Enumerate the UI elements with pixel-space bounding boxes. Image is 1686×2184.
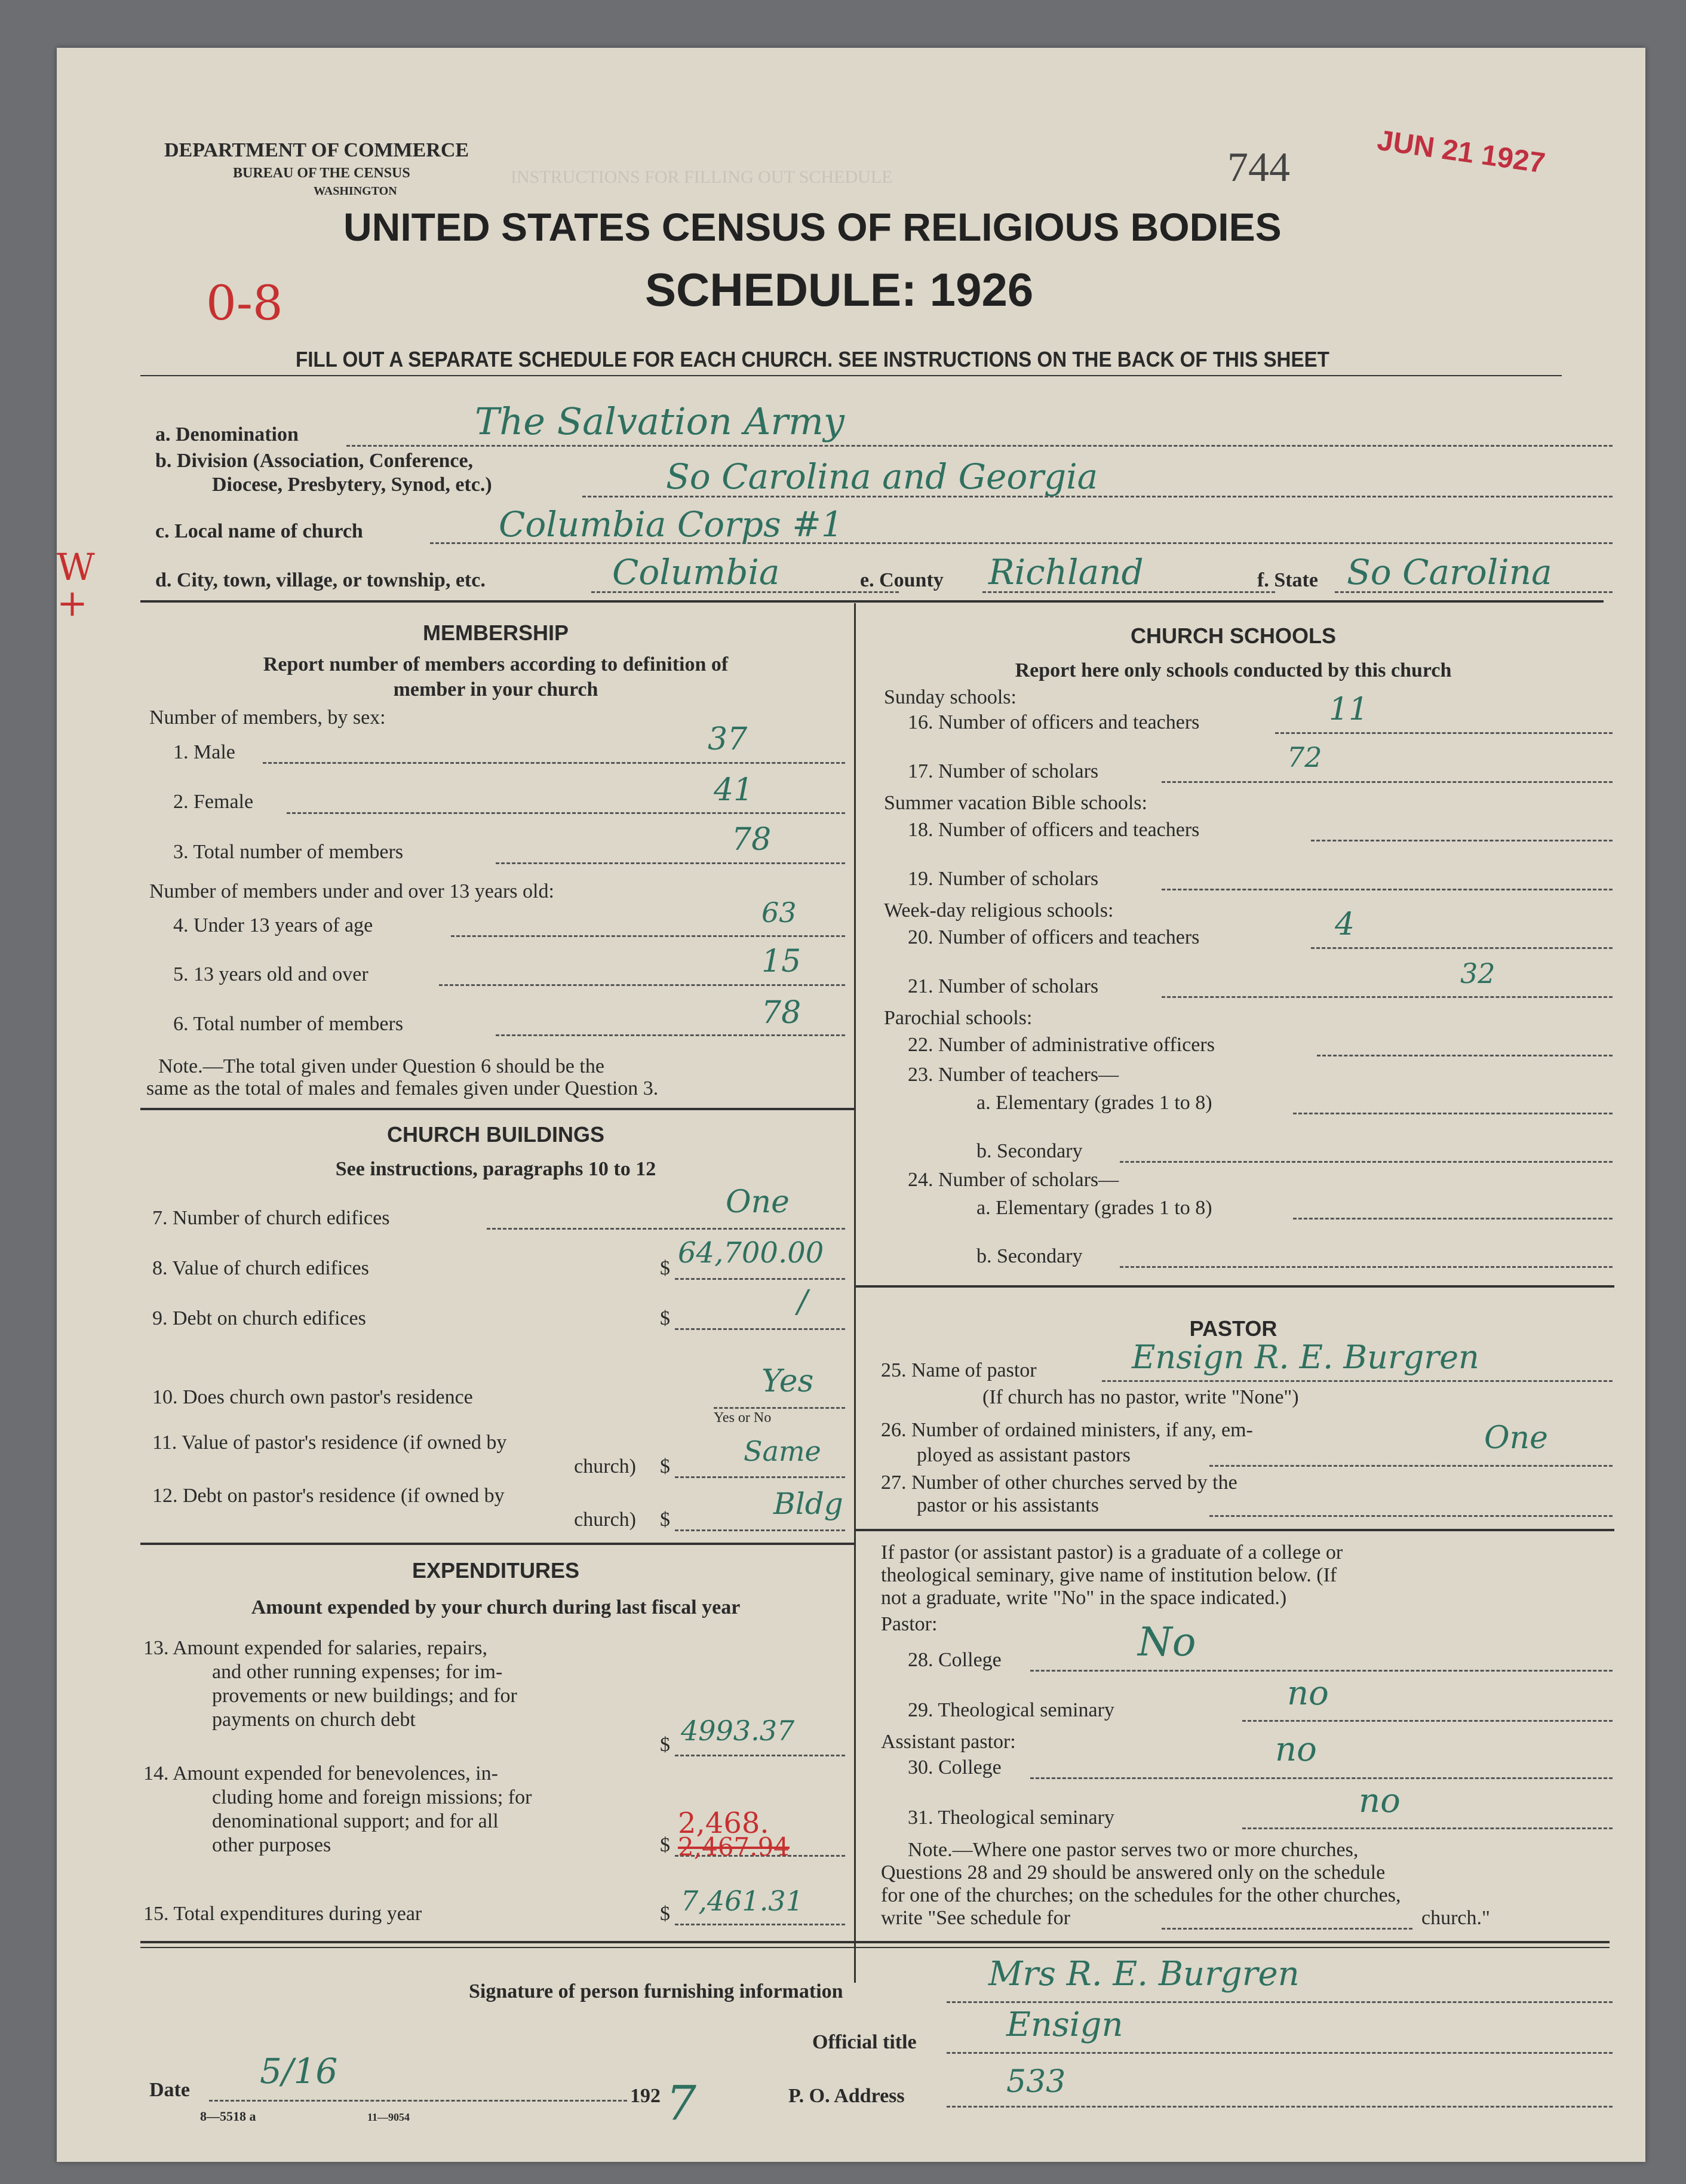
weekday-schools-label: Week-day religious schools: [884,899,1114,921]
q8-dollar: $ [660,1257,670,1279]
denomination-value[interactable]: The Salvation Army [475,400,844,443]
membership-sub-1: Report number of members according to definition of [263,653,729,675]
signature-value[interactable]: Mrs R. E. Burgren [988,1955,1300,1993]
q14-value[interactable]: 2,468. [678,1807,769,1840]
q12-line [675,1529,845,1531]
division-value[interactable]: So Carolina and Georgia [666,456,1098,497]
q9-label: 9. Debt on church edifices [152,1307,366,1329]
schedule-number: 744 [1227,145,1290,191]
q12-label: 12. Debt on pastor's residence (if owned by [152,1485,505,1507]
form-number: 8—5518 a [200,2109,256,2124]
po-address-value[interactable]: 533 [1006,2064,1066,2100]
column-divider [854,603,856,1983]
census-form [57,48,1645,2162]
q13-label-2: and other running expenses; for im- [212,1661,503,1683]
q7-line [487,1228,845,1230]
q16-label: 16. Number of officers and teachers [908,711,1200,733]
q13-label-4: payments on church debt [212,1709,416,1731]
received-stamp: JUN 21 1927 [1375,124,1547,180]
q15-value[interactable]: 7,461.31 [681,1885,803,1917]
official-title-line [947,2052,1613,2054]
q1-value[interactable]: 37 [708,721,748,757]
city-label: d. City, town, village, or township, etc. [155,569,486,591]
q10-label: 10. Does church own pastor's residence [152,1386,473,1408]
q24a-label: a. Elementary (grades 1 to 8) [976,1197,1212,1219]
q26-value[interactable]: One [1484,1420,1548,1456]
q17-line [1162,781,1613,783]
q28-line [1030,1670,1613,1672]
membership-divider [140,1108,854,1110]
q13-value[interactable]: 4993.37 [681,1715,795,1747]
official-title-value[interactable]: Ensign [1006,2005,1123,2044]
q14-struck-value: 2,467.94 [678,1832,790,1862]
schools-divider [856,1285,1614,1288]
footer-divider [140,1941,1610,1943]
q20-label: 20. Number of officers and teachers [908,926,1200,948]
q19-label: 19. Number of scholars [908,868,1099,890]
q1-label: 1. Male [173,741,235,763]
q21-label: 21. Number of scholars [908,975,1099,997]
city-value[interactable]: Columbia [612,552,780,592]
q9-dollar: $ [660,1307,670,1329]
q11-value[interactable]: Same [744,1435,821,1467]
pastor-note-line [1162,1928,1412,1930]
membership-heading: MEMBERSHIP [422,621,569,645]
date-line [209,2100,627,2102]
yes-no-hint: Yes or No [714,1410,772,1426]
q17-label: 17. Number of scholars [908,760,1099,782]
bureau-name: BUREAU OF THE CENSUS [233,165,410,181]
membership-note-2: same as the total of males and females given under Question 3. [146,1077,659,1099]
q4-label: 4. Under 13 years of age [173,914,373,936]
local-name-label: c. Local name of church [155,520,363,542]
county-value[interactable]: Richland [988,552,1144,592]
q25-note: (If church has no pastor, write "None") [982,1386,1299,1408]
year-prefix: 192 [630,2085,661,2107]
local-name-value[interactable]: Columbia Corps #1 [499,504,843,545]
q22-label: 22. Number of administrative officers [908,1034,1215,1056]
q31-label: 31. Theological seminary [908,1807,1114,1829]
q22-line [1317,1055,1613,1056]
q28-label: 28. College [908,1649,1002,1671]
pastor-note-1: Note.—Where one pastor serves two or more churches, [908,1839,1359,1861]
members-by-sex-label: Number of members, by sex: [149,707,386,729]
q13-line [675,1755,845,1756]
q13-label-1: 13. Amount expended for salaries, repairs, [143,1637,487,1659]
graduate-note-2: theological seminary, give name of institution below. (If [881,1564,1337,1586]
q11-label-2: church) [574,1455,636,1477]
buildings-sub: See instructions, paragraphs 10 to 12 [335,1158,656,1180]
pastor-note-4: write "See schedule for [881,1907,1070,1929]
q27-label-1: 27. Number of other churches served by the [881,1472,1237,1494]
q25-value[interactable]: Ensign R. E. Burgren [1132,1338,1479,1376]
q10-value[interactable]: Yes [761,1363,814,1399]
state-value[interactable]: So Carolina [1347,552,1552,592]
q19-line [1162,889,1613,890]
red-mark: 0-8 [206,275,283,331]
q20-line [1311,947,1613,949]
date-value[interactable]: 5/16 [260,2051,338,2091]
buildings-heading: CHURCH BUILDINGS [387,1122,604,1147]
bleed-through: INSTRUCTIONS FOR FILLING OUT SCHEDULE [511,167,893,187]
q25-line [1102,1380,1613,1382]
bureau-city: WASHINGTON [314,185,397,198]
fill-out-instruction: FILL OUT A SEPARATE SCHEDULE FOR EACH CHURCH. SEE INSTRUCTIONS ON THE BACK OF THIS SHEET [296,347,1329,371]
q4-value[interactable]: 63 [761,896,797,929]
q24b-label: b. Secondary [976,1245,1083,1267]
print-number: 11—9054 [367,2111,410,2123]
q26-line [1209,1465,1613,1467]
q30-line [1030,1777,1613,1779]
schools-heading: CHURCH SCHOOLS [1130,623,1336,648]
q23b-line [1120,1161,1613,1163]
q11-dollar: $ [660,1455,670,1477]
q23-label: 23. Number of teachers— [908,1064,1119,1086]
county-label: e. County [860,569,944,591]
buildings-divider [140,1543,854,1545]
q16-line [1275,732,1613,734]
header-divider [140,375,1562,376]
q14-label-4: other purposes [212,1834,331,1856]
identity-divider [140,600,1604,603]
q7-label: 7. Number of church edifices [152,1207,390,1229]
q6-label: 6. Total number of members [173,1013,404,1035]
q11-label: 11. Value of pastor's residence (if owned by [152,1432,507,1454]
q23a-label: a. Elementary (grades 1 to 8) [976,1092,1212,1114]
q14-label-1: 14. Amount expended for benevolences, in- [143,1762,498,1784]
q15-line [675,1924,845,1925]
denomination-line [346,445,1613,447]
q23b-label: b. Secondary [976,1140,1083,1162]
q15-label: 15. Total expenditures during year [143,1903,422,1925]
po-address-line [947,2106,1613,2108]
pastor-note-2: Questions 28 and 29 should be answered only on the schedule [881,1862,1386,1884]
q5-value[interactable]: 15 [761,944,801,979]
q12-value[interactable]: Bldg [773,1486,843,1521]
q27-line [1209,1515,1613,1517]
q31-value[interactable]: no [1359,1781,1401,1820]
q17-value[interactable]: 72 [1287,741,1322,773]
state-label: f. State [1257,569,1318,591]
department-name: DEPARTMENT OF COMMERCE [164,139,469,161]
q3-label: 3. Total number of members [173,841,404,863]
q9-line [675,1328,845,1330]
q5-label: 5. 13 years old and over [173,963,368,985]
q11-line [675,1476,845,1478]
q23a-line [1293,1113,1613,1114]
q21-line [1162,996,1613,998]
q5-line [439,984,845,986]
pastor-subheading: Pastor: [881,1613,938,1635]
q25-label: 25. Name of pastor [881,1359,1037,1381]
membership-sub-2: member in your church [393,678,598,701]
q29-line [1242,1720,1613,1722]
denomination-label: a. Denomination [155,423,299,446]
q27-label-2: pastor or his assistants [917,1494,1100,1516]
date-label: Date [149,2079,190,2101]
q26-label-2: ployed as assistant pastors [917,1444,1131,1466]
q18-label: 18. Number of officers and teachers [908,819,1200,841]
signature-line [947,2001,1613,2003]
q2-label: 2. Female [173,791,254,813]
q24-label: 24. Number of scholars— [908,1169,1119,1191]
q10-line [714,1407,845,1409]
q1-line [263,762,845,764]
q12-dollar: $ [660,1509,670,1531]
q8-label: 8. Value of church edifices [152,1257,369,1279]
pastor-note-3: for one of the churches; on the schedules for the other churches, [881,1884,1401,1906]
expenditures-sub: Amount expended by your church during last fiscal year [251,1596,741,1618]
schools-sub: Report here only schools conducted by this church [1015,659,1452,681]
q3-value[interactable]: 78 [732,822,772,858]
expenditures-heading: EXPENDITURES [411,1558,580,1583]
q14-label-3: denominational support; and for all [212,1810,499,1832]
q16-value[interactable]: 11 [1329,692,1369,727]
division-label: b. Division (Association, Conference, [155,450,474,472]
q29-label: 29. Theological seminary [908,1699,1114,1721]
q3-line [496,862,845,864]
q24a-line [1293,1218,1613,1220]
summer-schools-label: Summer vacation Bible schools: [884,792,1147,814]
q12-label-2: church) [574,1509,636,1531]
pastor-heading: PASTOR [1189,1316,1277,1341]
division-label-2: Diocese, Presbytery, Synod, etc.) [212,474,492,496]
q28-value[interactable]: No [1138,1619,1196,1665]
q29-value[interactable]: no [1287,1674,1329,1713]
age-label: Number of members under and over 13 years old: [149,880,554,902]
po-address-label: P. O. Address [788,2085,905,2107]
q9-value[interactable]: / [797,1284,808,1320]
year-value[interactable]: 7 [666,2075,696,2131]
signature-label: Signature of person furnishing information [469,1980,843,2002]
sunday-schools-label: Sunday schools: [884,686,1016,708]
form-schedule: SCHEDULE: 1926 [645,263,1034,316]
margin-mark: W + [57,545,95,625]
form-title: UNITED STATES CENSUS OF RELIGIOUS BODIES [343,205,1282,249]
assistant-subheading: Assistant pastor: [881,1731,1016,1753]
q18-line [1311,840,1613,841]
q13-label-3: provements or new buildings; and for [212,1685,517,1707]
q31-line [1242,1827,1613,1829]
q4-line [451,935,845,937]
parochial-schools-label: Parochial schools: [884,1007,1033,1029]
graduate-note-1: If pastor (or assistant pastor) is a graduate of a college or [881,1541,1343,1563]
q30-label: 30. College [908,1756,1002,1778]
graduate-note-3: not a graduate, write "No" in the space indicated.) [881,1587,1287,1609]
q30-value[interactable]: no [1275,1730,1317,1769]
q20-value[interactable]: 4 [1335,907,1355,942]
q14-label-2: cluding home and foreign missions; for [212,1786,532,1808]
q26-label-1: 26. Number of ordained ministers, if any, em- [881,1419,1253,1441]
q15-dollar: $ [660,1903,670,1925]
q21-value[interactable]: 32 [1460,957,1495,990]
q6-line [496,1034,845,1036]
q8-line [675,1278,845,1280]
footer-divider-2 [140,1947,1610,1948]
pastor-note-4b: church." [1421,1907,1490,1929]
q13-dollar: $ [660,1734,670,1756]
q8-value[interactable]: 64,700.00 [678,1236,824,1270]
q24b-line [1120,1266,1613,1268]
official-title-label: Official title [812,2031,917,2053]
q2-line [287,812,845,814]
membership-note-1: Note.—The total given under Question 6 should be the [158,1055,604,1077]
q7-value[interactable]: One [726,1184,790,1220]
q2-value[interactable]: 41 [714,772,754,808]
pastor-divider [856,1529,1614,1531]
q6-value[interactable]: 78 [761,995,801,1031]
q14-dollar: $ [660,1834,670,1856]
